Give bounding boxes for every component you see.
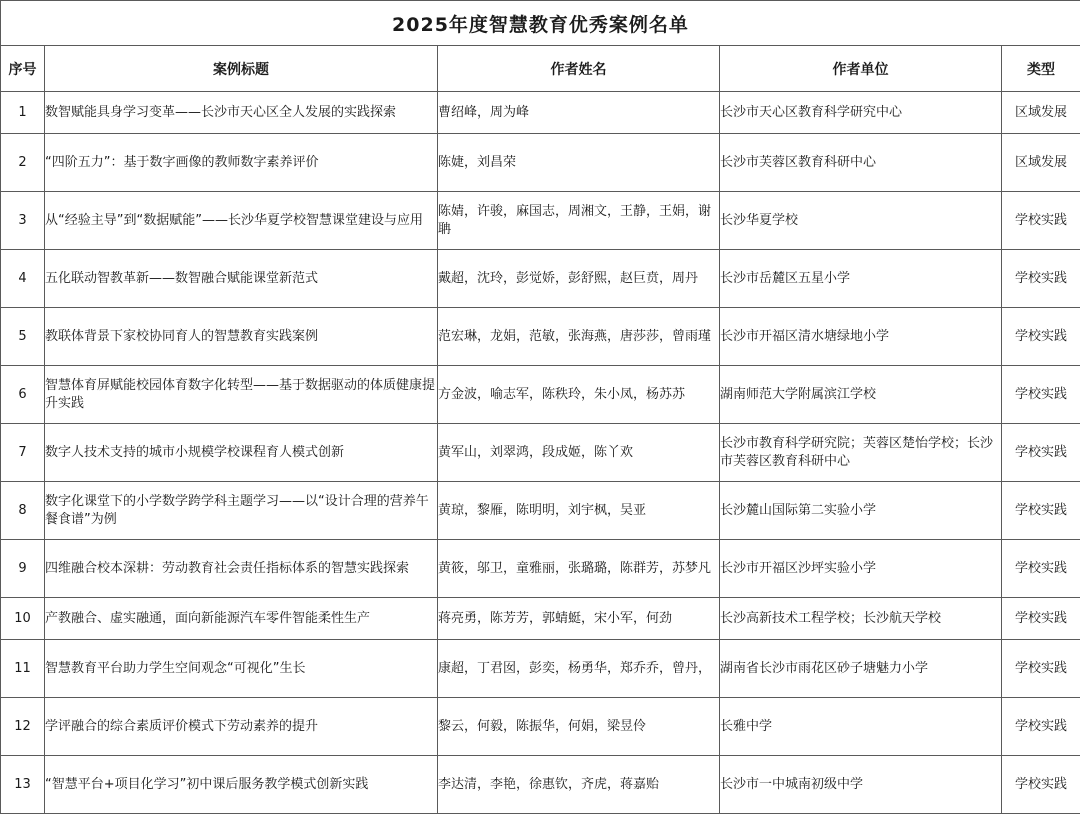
- cell-no: 11: [1, 640, 45, 698]
- cell-type: 学校实践: [1002, 482, 1080, 540]
- cell-authors: 曹绍峰，周为峰: [438, 92, 720, 134]
- table-row: [1, 640, 1080, 698]
- cell-authors: 范宏琳，龙娟，范敏，张海燕，唐莎莎，曾雨瑾: [438, 308, 720, 366]
- page-title: 2025年度智慧教育优秀案例名单: [1, 1, 1080, 46]
- cell-unit: 湖南师范大学附属滨江学校: [720, 366, 1002, 424]
- cell-no: 1: [1, 92, 45, 134]
- cell-authors: 黎云，何毅，陈振华，何娟，梁昱伶: [438, 698, 720, 756]
- header-authors: 作者姓名: [438, 46, 720, 92]
- cell-no: 12: [1, 698, 45, 756]
- cell-case-title: 智慧体育屏赋能校园体育数字化转型——基于数据驱动的体质健康提升实践: [45, 366, 438, 424]
- cell-unit: 湖南省长沙市雨花区砂子塘魅力小学: [720, 640, 1002, 698]
- cell-case-title: 产教融合、虚实融通，面向新能源汽车零件智能柔性生产: [45, 598, 438, 640]
- cell-no: 5: [1, 308, 45, 366]
- cell-authors: 蒋亮勇，陈芳芳，郭蜻蜓，宋小军，何劲: [438, 598, 720, 640]
- cell-case-title: 教联体背景下家校协同育人的智慧教育实践案例: [45, 308, 438, 366]
- cell-authors: 李达清，李艳，徐惠钦，齐虎，蒋嘉贻: [438, 756, 720, 814]
- title-row: [1, 1, 1080, 46]
- cell-unit: 长沙市教育科学研究院；芙蓉区楚怡学校；长沙市芙蓉区教育科研中心: [720, 424, 1002, 482]
- cell-case-title: 学评融合的综合素质评价模式下劳动素养的提升: [45, 698, 438, 756]
- header-case-title: 案例标题: [45, 46, 438, 92]
- table-row: [1, 308, 1080, 366]
- cell-unit: 长沙市开福区沙坪实验小学: [720, 540, 1002, 598]
- header-no: 序号: [1, 46, 45, 92]
- table-row: [1, 134, 1080, 192]
- header-row: [1, 46, 1080, 92]
- cell-no: 7: [1, 424, 45, 482]
- table-row: [1, 540, 1080, 598]
- table-row: [1, 698, 1080, 756]
- cell-type: 学校实践: [1002, 640, 1080, 698]
- cell-type: 区域发展: [1002, 92, 1080, 134]
- cell-case-title: “四阶五力”：基于数字画像的教师数字素养评价: [45, 134, 438, 192]
- cell-no: 13: [1, 756, 45, 814]
- table-row: [1, 756, 1080, 814]
- cell-type: 学校实践: [1002, 366, 1080, 424]
- cell-type: 区域发展: [1002, 134, 1080, 192]
- cell-authors: 康超，丁君囡，彭奕，杨勇华，郑乔乔，曾丹，: [438, 640, 720, 698]
- cell-type: 学校实践: [1002, 698, 1080, 756]
- cell-authors: 黄筱，邬卫，童雅丽，张璐璐，陈群芳，苏梦凡: [438, 540, 720, 598]
- table-row: [1, 92, 1080, 134]
- cell-case-title: 数字人技术支持的城市小规模学校课程育人模式创新: [45, 424, 438, 482]
- header-type: 类型: [1002, 46, 1080, 92]
- table-row: [1, 598, 1080, 640]
- table-row: [1, 482, 1080, 540]
- table-row: [1, 250, 1080, 308]
- cell-unit: 长沙市开福区清水塘绿地小学: [720, 308, 1002, 366]
- cell-type: 学校实践: [1002, 308, 1080, 366]
- cell-unit: 长沙市天心区教育科学研究中心: [720, 92, 1002, 134]
- cell-unit: 长沙市岳麓区五星小学: [720, 250, 1002, 308]
- cell-type: 学校实践: [1002, 756, 1080, 814]
- table-row: [1, 424, 1080, 482]
- cell-no: 10: [1, 598, 45, 640]
- cell-case-title: 数字化课堂下的小学数学跨学科主题学习——以“设计合理的营养午餐食谱”为例: [45, 482, 438, 540]
- cell-unit: 长沙华夏学校: [720, 192, 1002, 250]
- cell-unit: 长沙高新技术工程学校；长沙航天学校: [720, 598, 1002, 640]
- cell-no: 2: [1, 134, 45, 192]
- header-unit: 作者单位: [720, 46, 1002, 92]
- cell-unit: 长沙麓山国际第二实验小学: [720, 482, 1002, 540]
- cell-no: 4: [1, 250, 45, 308]
- cell-type: 学校实践: [1002, 192, 1080, 250]
- cell-authors: 方金波，喻志军，陈秩玲，朱小凤，杨苏苏: [438, 366, 720, 424]
- cell-no: 8: [1, 482, 45, 540]
- table-row: [1, 192, 1080, 250]
- cell-case-title: 从“经验主导”到“数据赋能”——长沙华夏学校智慧课堂建设与应用: [45, 192, 438, 250]
- table-body: [1, 1, 1080, 814]
- cell-authors: 陈婕，刘昌荣: [438, 134, 720, 192]
- cell-authors: 黄琼，黎雁，陈明明，刘宇枫，吴亚: [438, 482, 720, 540]
- cell-case-title: 五化联动智教革新——数智融合赋能课堂新范式: [45, 250, 438, 308]
- cell-no: 9: [1, 540, 45, 598]
- cell-type: 学校实践: [1002, 540, 1080, 598]
- cell-no: 6: [1, 366, 45, 424]
- cell-type: 学校实践: [1002, 250, 1080, 308]
- cell-no: 3: [1, 192, 45, 250]
- cell-type: 学校实践: [1002, 598, 1080, 640]
- cell-authors: 陈婧，许骏，麻国志，周湘文，王静，王娟，谢聃: [438, 192, 720, 250]
- cell-case-title: 四维融合校本深耕：劳动教育社会责任指标体系的智慧实践探索: [45, 540, 438, 598]
- cell-authors: 黄军山，刘翠鸿，段成姬，陈丫欢: [438, 424, 720, 482]
- cell-unit: 长沙市芙蓉区教育科研中心: [720, 134, 1002, 192]
- cell-unit: 长沙市一中城南初级中学: [720, 756, 1002, 814]
- cell-case-title: 数智赋能具身学习变革——长沙市天心区全人发展的实践探索: [45, 92, 438, 134]
- cell-type: 学校实践: [1002, 424, 1080, 482]
- cell-case-title: 智慧教育平台助力学生空间观念“可视化”生长: [45, 640, 438, 698]
- cell-unit: 长雅中学: [720, 698, 1002, 756]
- cell-authors: 戴超，沈玲，彭觉娇，彭舒熙，赵巨贲，周丹: [438, 250, 720, 308]
- table-row: [1, 366, 1080, 424]
- cell-case-title: “智慧平台+项目化学习”初中课后服务教学模式创新实践: [45, 756, 438, 814]
